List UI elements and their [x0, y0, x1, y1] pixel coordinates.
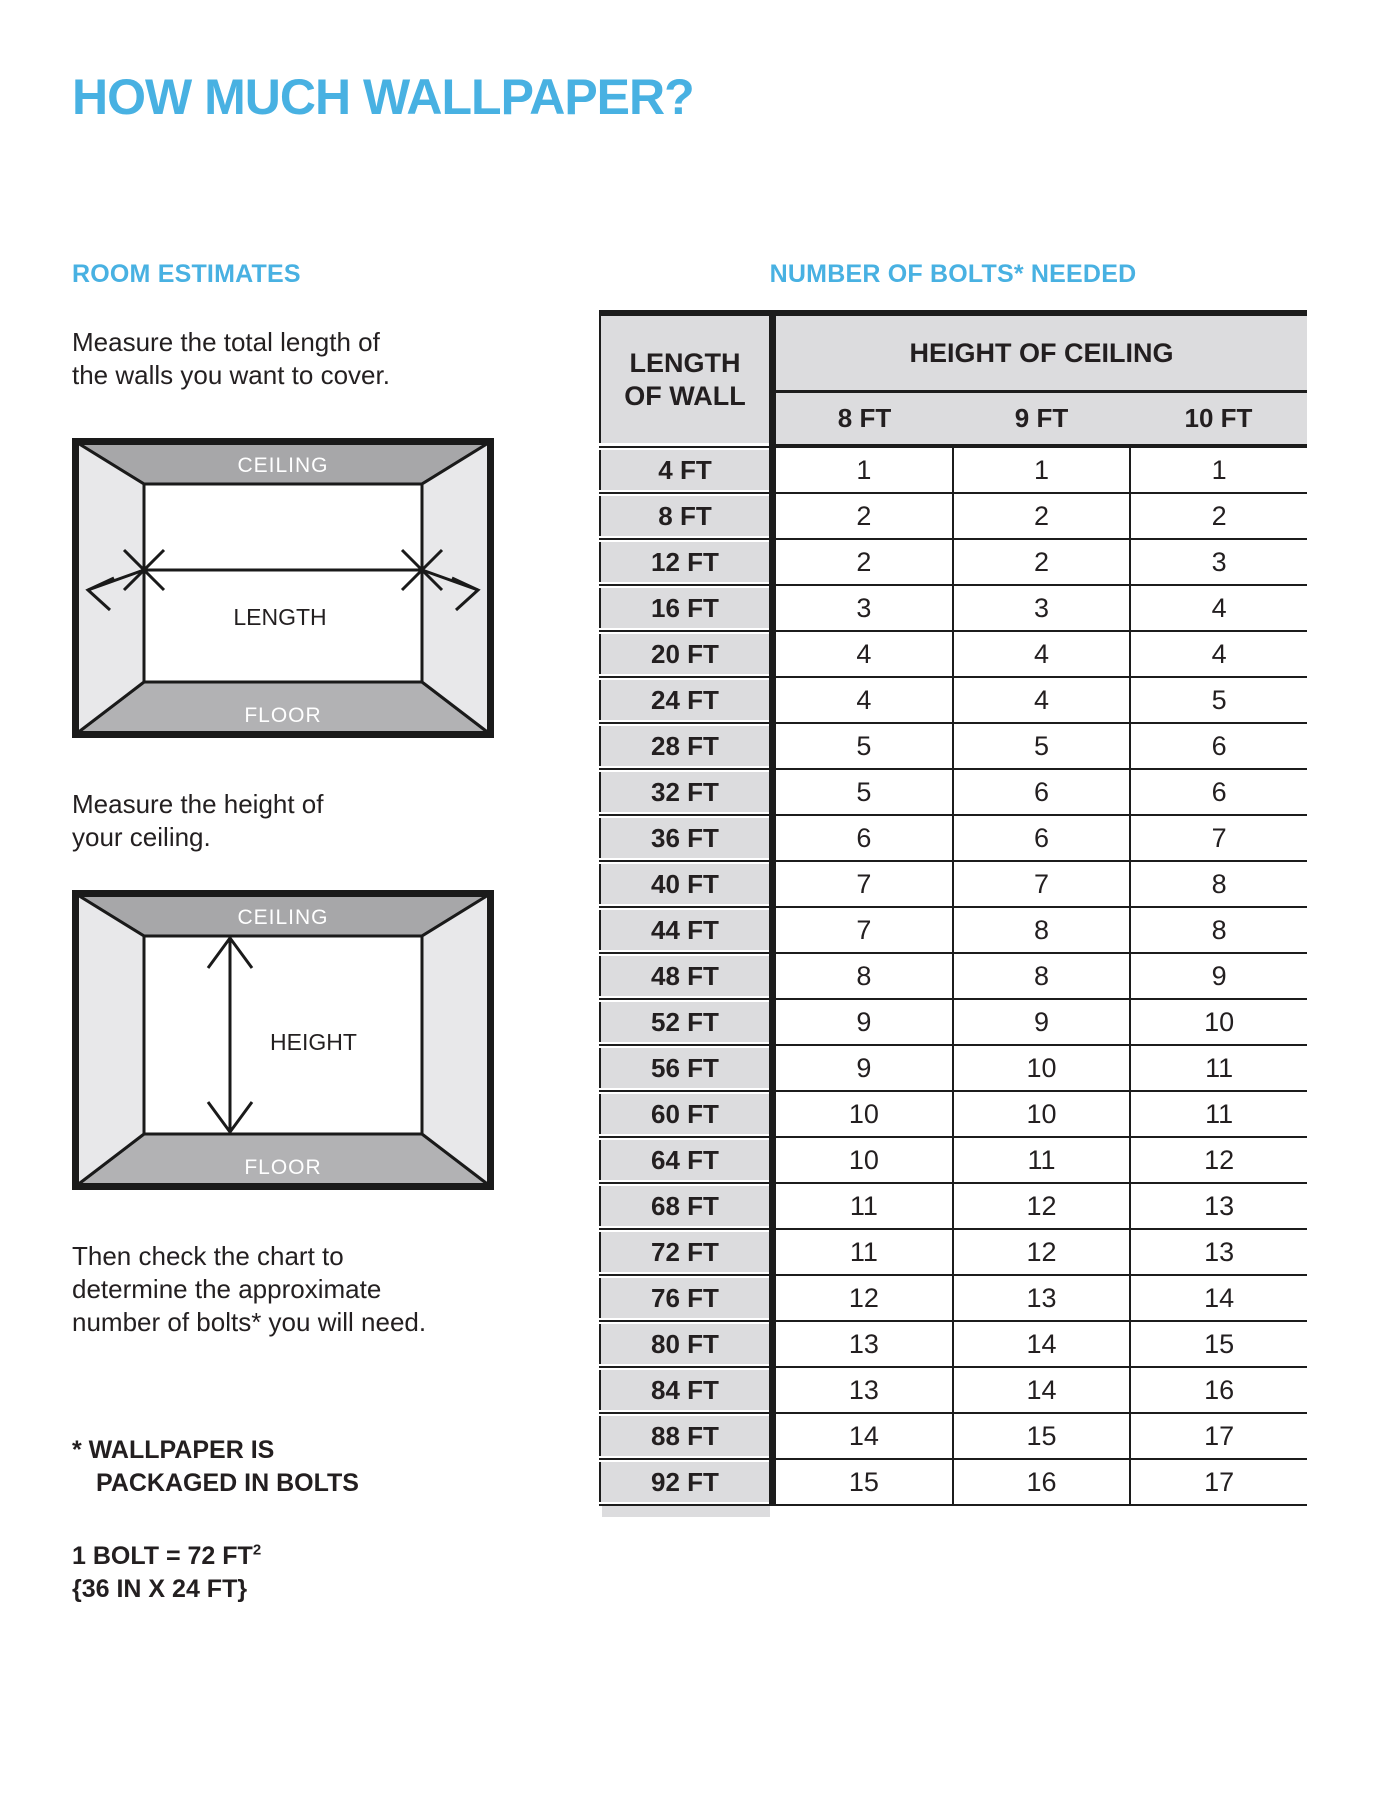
column-separator	[769, 1230, 776, 1276]
bolt-definition	[72, 1534, 261, 1606]
bolt-count-cell: 4	[776, 632, 952, 678]
bolt-count-cell: 14	[952, 1322, 1130, 1368]
height-of-ceiling-header: HEIGHT OF CEILING	[776, 316, 1307, 393]
bolt-count-cell: 7	[952, 862, 1130, 908]
bolt-count-cell: 4	[952, 632, 1130, 678]
bolt-count-cell: 8	[952, 908, 1130, 954]
column-separator	[769, 586, 776, 632]
wall-length-label: 36 FT	[599, 818, 769, 858]
bolt-count-cell: 4	[776, 678, 952, 724]
table-row	[599, 724, 1307, 770]
bolt-count-cell: 6	[1129, 724, 1307, 770]
column-separator	[769, 1000, 776, 1046]
wall-length-label: 48 FT	[599, 956, 769, 996]
bolt-count-cell: 11	[1129, 1046, 1307, 1092]
row-label-wrap	[599, 1092, 769, 1138]
row-label-wrap	[599, 586, 769, 632]
bolt-count-cell: 16	[1129, 1368, 1307, 1414]
wall-length-label: 64 FT	[599, 1140, 769, 1180]
column-separator	[769, 1138, 776, 1184]
bolt-count-cell: 9	[776, 1000, 952, 1046]
bolt-count-cell: 10	[952, 1092, 1130, 1138]
bolt-count-cell: 11	[1129, 1092, 1307, 1138]
bolts-footnote-line1: * WALLPAPER IS	[72, 1436, 275, 1464]
wall-length-label: 56 FT	[599, 1048, 769, 1088]
back-wall	[144, 484, 422, 682]
table-row	[599, 1322, 1307, 1368]
table-body	[599, 448, 1307, 1506]
wall-length-label: 4 FT	[599, 450, 769, 490]
bolt-count-cell: 8	[1129, 908, 1307, 954]
bolt-count-cell: 14	[952, 1368, 1130, 1414]
column-separator	[769, 1322, 776, 1368]
column-separator	[769, 1092, 776, 1138]
instruction-length	[72, 326, 390, 392]
row-label-wrap	[599, 1138, 769, 1184]
wall-length-label: 84 FT	[599, 1370, 769, 1410]
row-label-wrap	[599, 1276, 769, 1322]
bolt-count-cell: 10	[1129, 1000, 1307, 1046]
bolt-count-cell: 3	[1129, 540, 1307, 586]
height-label: HEIGHT	[270, 1029, 357, 1055]
wall-length-label: 72 FT	[599, 1232, 769, 1272]
table-header-row	[599, 316, 1307, 448]
instruction-height	[72, 788, 324, 854]
table-row	[599, 1230, 1307, 1276]
bolt-count-cell: 17	[1129, 1460, 1307, 1506]
table-row	[599, 540, 1307, 586]
bolt-count-cell: 15	[952, 1414, 1130, 1460]
bolt-count-cell: 13	[776, 1322, 952, 1368]
wall-length-label: 92 FT	[599, 1462, 769, 1502]
wall-length-label: 80 FT	[599, 1324, 769, 1364]
column-separator	[769, 908, 776, 954]
table-row	[599, 1138, 1307, 1184]
bolt-count-cell: 16	[952, 1460, 1130, 1506]
bolt-count-cell: 7	[776, 862, 952, 908]
wall-length-label: 28 FT	[599, 726, 769, 766]
table-row	[599, 586, 1307, 632]
bolt-count-cell: 11	[952, 1138, 1130, 1184]
row-label-wrap	[599, 954, 769, 1000]
column-separator	[769, 954, 776, 1000]
bolt-count-cell: 10	[952, 1046, 1130, 1092]
bolt-count-cell: 12	[1129, 1138, 1307, 1184]
bolt-count-cell: 2	[1129, 494, 1307, 540]
column-separator	[769, 862, 776, 908]
column-separator	[769, 770, 776, 816]
bolt-count-cell: 2	[952, 494, 1130, 540]
table-row	[599, 1414, 1307, 1460]
bolt-count-cell: 8	[776, 954, 952, 1000]
table-row	[599, 678, 1307, 724]
ceiling-label: CEILING	[237, 906, 329, 929]
wall-length-label: 76 FT	[599, 1278, 769, 1318]
column-separator	[769, 1276, 776, 1322]
column-separator	[769, 1184, 776, 1230]
page-title: HOW MUCH WALLPAPER?	[72, 69, 694, 125]
column-header-group	[776, 316, 1307, 448]
bolts-table	[599, 310, 1307, 1517]
bolt-count-cell: 8	[952, 954, 1130, 1000]
column-separator	[769, 678, 776, 724]
row-header-cell	[599, 316, 769, 443]
room-length-diagram	[72, 438, 494, 738]
table-row	[599, 1460, 1307, 1506]
bolt-count-cell: 15	[1129, 1322, 1307, 1368]
bolt-count-cell: 13	[776, 1368, 952, 1414]
bolt-count-cell: 6	[952, 770, 1130, 816]
bolt-count-cell: 13	[1129, 1230, 1307, 1276]
bolt-count-cell: 7	[1129, 816, 1307, 862]
row-header-line1: LENGTH	[629, 347, 741, 378]
bolt-count-cell: 9	[1129, 954, 1307, 1000]
table-row	[599, 494, 1307, 540]
table-row	[599, 862, 1307, 908]
right-wall	[422, 442, 490, 734]
row-label-wrap	[599, 862, 769, 908]
instruction-chart-line2: determine the approximate	[72, 1274, 382, 1304]
bolt-count-cell: 14	[776, 1414, 952, 1460]
instruction-length-line1: Measure the total length of	[72, 327, 380, 357]
bolt-count-cell: 10	[776, 1092, 952, 1138]
bolt-definition-line1: 1 BOLT = 72 $FT^2$	[72, 1542, 262, 1571]
wall-length-label: 20 FT	[599, 634, 769, 674]
col-header-10ft: 10 FT	[1184, 403, 1253, 433]
column-separator	[769, 1046, 776, 1092]
bolt-count-cell: 10	[776, 1138, 952, 1184]
bolt-count-cell: 9	[776, 1046, 952, 1092]
wall-length-label: 68 FT	[599, 1186, 769, 1226]
row-label-wrap	[599, 724, 769, 770]
table-row	[599, 816, 1307, 862]
column-separator	[769, 1460, 776, 1506]
wall-length-label: 24 FT	[599, 680, 769, 720]
instruction-length-line2: the walls you want to cover.	[72, 360, 390, 390]
table-row	[599, 770, 1307, 816]
col-header-9ft: 9 FT	[1014, 403, 1069, 433]
bolt-count-cell: 11	[776, 1230, 952, 1276]
bolt-count-cell: 5	[952, 724, 1130, 770]
bolt-count-cell: 17	[1129, 1414, 1307, 1460]
wall-length-label: 88 FT	[599, 1416, 769, 1456]
bolt-count-cell: 11	[776, 1184, 952, 1230]
bolt-count-cell: 5	[776, 724, 952, 770]
instruction-chart-line1: Then check the chart to	[72, 1241, 344, 1271]
bolt-count-cell: 12	[952, 1184, 1130, 1230]
wall-length-label: 16 FT	[599, 588, 769, 628]
row-label-wrap	[599, 678, 769, 724]
bolt-count-cell: 1	[952, 448, 1130, 494]
column-separator	[769, 724, 776, 770]
table-row	[599, 1184, 1307, 1230]
bolt-count-cell: 12	[952, 1230, 1130, 1276]
column-separator	[769, 816, 776, 862]
bolt-count-cell: 2	[952, 540, 1130, 586]
row-label-wrap	[599, 1230, 769, 1276]
floor-label: FLOOR	[244, 1156, 322, 1179]
column-separator	[769, 1368, 776, 1414]
room-height-diagram	[72, 890, 494, 1190]
column-separator	[769, 1414, 776, 1460]
instruction-height-line2: your ceiling.	[72, 822, 211, 852]
row-label-wrap	[599, 540, 769, 586]
bolt-count-cell: 3	[776, 586, 952, 632]
table-row	[599, 632, 1307, 678]
row-label-wrap	[599, 494, 769, 540]
squared-superscript: 2	[252, 1542, 262, 1559]
table-tail-strip	[602, 1506, 770, 1517]
bolt-count-cell: 4	[952, 678, 1130, 724]
bolt-count-cell: 9	[952, 1000, 1130, 1046]
row-header-line2: OF WALL	[624, 380, 746, 411]
column-separator	[769, 632, 776, 678]
wall-length-label: 44 FT	[599, 910, 769, 950]
wall-length-label: 12 FT	[599, 542, 769, 582]
instruction-chart-line3: number of bolts* you will need.	[72, 1307, 427, 1337]
instruction-chart	[72, 1240, 426, 1339]
table-row	[599, 1046, 1307, 1092]
table-row	[599, 1276, 1307, 1322]
row-label-wrap	[599, 1414, 769, 1460]
wall-length-label: 32 FT	[599, 772, 769, 812]
wall-length-label: 60 FT	[599, 1094, 769, 1134]
row-label-wrap	[599, 632, 769, 678]
wall-length-label: 52 FT	[599, 1002, 769, 1042]
bolt-count-cell: 4	[1129, 632, 1307, 678]
bolt-count-cell: 13	[952, 1276, 1130, 1322]
bolt-count-cell: 12	[776, 1276, 952, 1322]
table-row	[599, 954, 1307, 1000]
column-separator	[769, 316, 776, 448]
row-header-wrap	[599, 316, 769, 448]
wall-length-label: 40 FT	[599, 864, 769, 904]
table-row	[599, 448, 1307, 494]
column-separator	[769, 448, 776, 494]
bolt-count-cell: 5	[776, 770, 952, 816]
table-row	[599, 1092, 1307, 1138]
row-label-wrap	[599, 816, 769, 862]
row-label-wrap	[599, 1000, 769, 1046]
bolt-count-cell: 14	[1129, 1276, 1307, 1322]
bolt-count-cell: 6	[776, 816, 952, 862]
row-label-wrap	[599, 770, 769, 816]
floor-label: FLOOR	[244, 704, 322, 727]
room-estimates-heading: ROOM ESTIMATES	[72, 260, 301, 288]
left-wall	[76, 442, 144, 734]
bolt-count-cell: 13	[1129, 1184, 1307, 1230]
bolt-count-cell: 3	[952, 586, 1130, 632]
bolts-needed-heading: NUMBER OF BOLTS* NEEDED	[769, 260, 1137, 288]
row-label-wrap	[599, 448, 769, 494]
instruction-height-line1: Measure the height of	[72, 789, 324, 819]
ceiling-label: CEILING	[237, 454, 329, 477]
right-wall	[422, 894, 490, 1186]
row-label-wrap	[599, 1322, 769, 1368]
bolt-count-cell: 2	[776, 494, 952, 540]
bolt-count-cell: 4	[1129, 586, 1307, 632]
bolt-count-cell: 6	[952, 816, 1130, 862]
bolt-count-cell: 2	[776, 540, 952, 586]
row-label-wrap	[599, 1184, 769, 1230]
column-separator	[769, 494, 776, 540]
column-separator	[769, 540, 776, 586]
bolt-definition-line2: {36 IN X 24 FT}	[72, 1575, 248, 1604]
row-label-wrap	[599, 1368, 769, 1414]
ceiling-height-subheaders	[776, 393, 1307, 448]
bolts-footnote	[72, 1434, 359, 1500]
table-row	[599, 1000, 1307, 1046]
bolt-count-cell: 1	[1129, 448, 1307, 494]
room-length-diagram-svg	[72, 438, 494, 738]
bolt-count-cell: 7	[776, 908, 952, 954]
table-row	[599, 908, 1307, 954]
row-label-wrap	[599, 1046, 769, 1092]
bolt-count-cell: 8	[1129, 862, 1307, 908]
bolt-count-cell: 6	[1129, 770, 1307, 816]
bolt-count-cell: 1	[776, 448, 952, 494]
bolts-footnote-line2: PACKAGED IN BOLTS	[96, 1469, 359, 1497]
room-height-diagram-svg	[72, 890, 494, 1190]
bolt-count-cell: 15	[776, 1460, 952, 1506]
row-label-wrap	[599, 1460, 769, 1506]
table-row	[599, 1368, 1307, 1414]
wall-length-label: 8 FT	[599, 496, 769, 536]
left-wall	[76, 894, 144, 1186]
length-label: LENGTH	[233, 604, 327, 630]
col-header-8ft: 8 FT	[837, 403, 892, 433]
bolt-count-cell: 5	[1129, 678, 1307, 724]
row-label-wrap	[599, 908, 769, 954]
